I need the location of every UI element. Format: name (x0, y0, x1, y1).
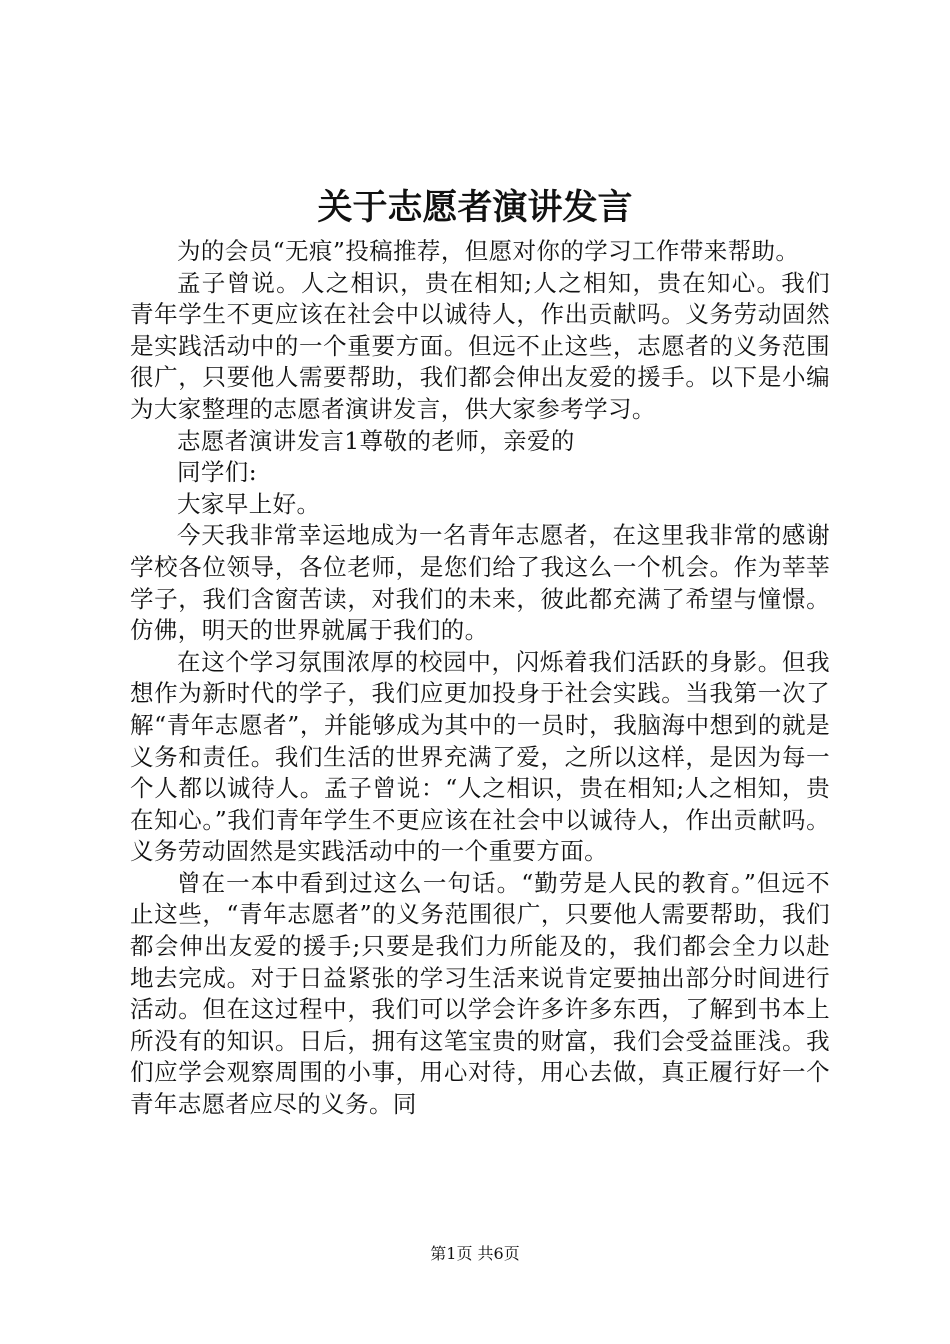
paragraph-body-1: 今天我非常幸运地成为一名青年志愿者，在这里我非常的感谢学校各位领导，各位老师，是您们给了我这么一个机会。作为莘莘学子，我们含窗苦读，对我们的未来，彼此都充满了希望与憧憬。仿佛，明天的世界就属于我们的。 (130, 521, 830, 645)
paragraph-body-3: 曾在一本中看到过这么一句话。“勤劳是人民的教育。”但远不止这些，“青年志愿者”的义务范围很广，只要他人需要帮助，我们都会伸出友爱的援手;只要是我们力所能及的，我们都会全力以赴地去完成。对于日益紧张的学习生活来说肯定要抽出部分时间进行活动。但在这过程中，我们可以学会许多许多东西，了解到书本上所没有的知识。日后，拥有这笔宝贵的财富，我们会受益匪浅。我们应学会观察周围的小事，用心对待，用心去做，真正履行好一个青年志愿者应尽的义务。同 (130, 868, 830, 1119)
document-body (130, 236, 830, 1121)
paragraph-body-2: 在这个学习氛围浓厚的校园中，闪烁着我们活跃的身影。但我想作为新时代的学子，我们应更加投身于社会实践。当我第一次了解“青年志愿者”，并能够成为其中的一员时，我脑海中想到的就是义务和责任。我们生活的世界充满了爱，之所以这样，是因为每一个人都以诚待人。孟子曾说：“人之相识，贵在相知;人之相知，贵在知心。”我们青年学生不更应该在社会中以诚待人，作出贡献吗。义务劳动固然是实践活动中的一个重要方面。 (130, 647, 830, 866)
paragraph-speech-heading: 志愿者演讲发言1尊敬的老师，亲爱的 (177, 426, 575, 455)
page-number: 第1页 共6页 (430, 1244, 520, 1263)
paragraph-summary: 孟子曾说。人之相识，贵在相知;人之相知，贵在知心。我们青年学生不更应该在社会中以诚待人，作出贡献吗。义务劳动固然是实践活动中的一个重要方面。但远不止这些，志愿者的义务范围很广，只要他人需要帮助，我们都会伸出友爱的援手。以下是小编为大家整理的志愿者演讲发言，供大家参考学习。 (130, 268, 830, 423)
paragraph-greeting: 大家早上好。 (177, 489, 321, 518)
paragraph-salutation: 同学们: (177, 458, 258, 487)
paragraph-intro: 为的会员“无痕”投稿推荐，但愿对你的学习工作带来帮助。 (177, 237, 800, 265)
page-title: 关于志愿者演讲发言 (317, 187, 633, 228)
